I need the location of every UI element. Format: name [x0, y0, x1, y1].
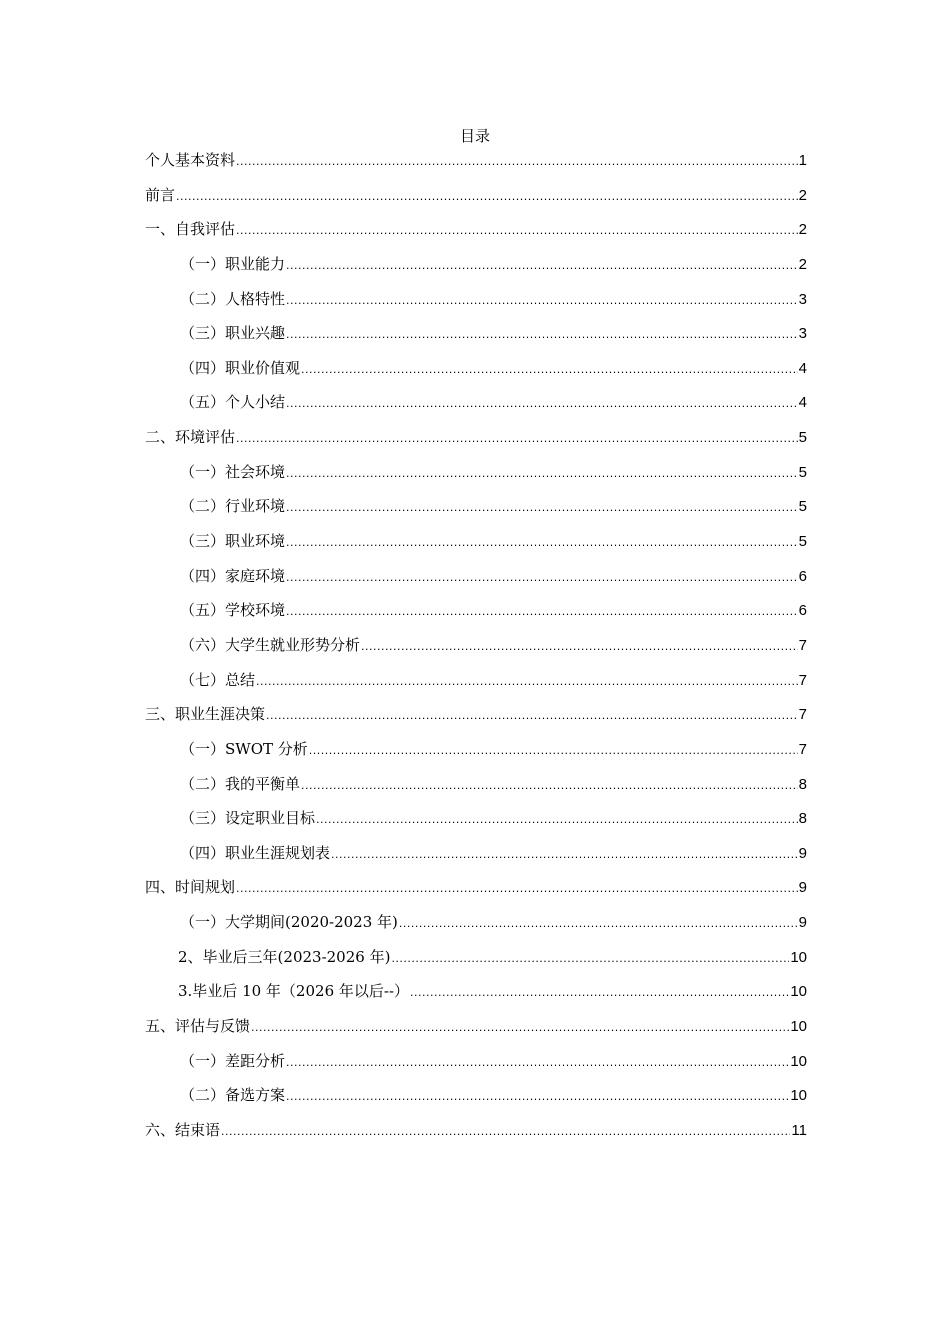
toc-entry-page-number: 8	[798, 810, 807, 828]
toc-dot-leader	[301, 776, 798, 796]
toc-entry[interactable]	[145, 1120, 807, 1155]
toc-entry-page-number: 3	[798, 290, 807, 308]
toc-entry[interactable]	[145, 635, 807, 670]
toc-dot-leader	[410, 983, 789, 1003]
toc-entry-title: 前言	[145, 185, 176, 204]
toc-dot-leader	[256, 672, 798, 692]
toc-dot-leader	[286, 568, 798, 588]
toc-entry[interactable]	[145, 739, 807, 774]
toc-entry-title: （七）总结	[180, 670, 256, 689]
toc-dot-leader	[301, 360, 798, 380]
toc-entry-page-number: 4	[798, 394, 807, 412]
toc-entry-page-number: 9	[798, 844, 807, 862]
toc-dot-leader	[176, 187, 798, 207]
toc-entry-page-number: 6	[798, 567, 807, 585]
toc-dot-leader	[286, 464, 798, 484]
toc-entry[interactable]	[145, 1085, 807, 1120]
toc-entry-title: （二）我的平衡单	[180, 774, 301, 793]
toc-entry[interactable]	[145, 774, 807, 809]
toc-entry-page-number: 5	[798, 533, 807, 551]
toc-entry-title: 三、职业生涯决策	[145, 705, 266, 724]
toc-dot-leader	[221, 1122, 790, 1142]
toc-entry-title: （三）职业兴趣	[180, 324, 286, 343]
toc-entry-page-number: 5	[798, 429, 807, 447]
toc-entry[interactable]	[145, 289, 807, 324]
toc-entry-page-number: 7	[798, 636, 807, 654]
toc-entry[interactable]	[145, 427, 807, 462]
toc-dot-leader	[286, 1053, 789, 1073]
toc-dot-leader	[286, 325, 798, 345]
toc-entry[interactable]	[145, 531, 807, 566]
toc-dot-leader	[399, 914, 798, 934]
toc-dot-leader	[236, 221, 798, 241]
toc-entry-title: （三）设定职业目标	[180, 809, 316, 828]
toc-entry-page-number: 1	[798, 152, 807, 169]
toc-entry-page-number: 5	[798, 498, 807, 516]
toc-entry[interactable]	[145, 566, 807, 601]
toc-entry-page-number: 7	[798, 740, 807, 758]
toc-entry-page-number: 9	[798, 879, 807, 897]
toc-entry[interactable]	[145, 981, 807, 1016]
toc-dot-leader	[286, 602, 798, 622]
toc-entry-page-number: 10	[790, 1052, 807, 1070]
toc-dot-leader	[251, 1018, 789, 1038]
toc-entry-page-number: 4	[798, 359, 807, 377]
toc-dot-leader	[331, 845, 798, 865]
toc-entry-page-number: 10	[790, 1018, 807, 1036]
toc-dot-leader	[286, 394, 798, 414]
toc-dot-leader	[286, 533, 798, 553]
toc-entry-title: （一）社会环境	[180, 462, 286, 481]
toc-dot-leader	[391, 949, 789, 969]
toc-entry-page-number: 10	[790, 948, 807, 966]
toc-entry[interactable]	[145, 392, 807, 427]
toc-entry-title: 3.毕业后 10 年（2026 年以后--）	[178, 982, 410, 1001]
toc-entry-title: （一）差距分析	[180, 1051, 286, 1070]
toc-dot-leader	[316, 810, 798, 830]
toc-entry-page-number: 10	[790, 983, 807, 1001]
toc-entry-title: 个人基本资料	[145, 151, 236, 169]
toc-entry-page-number: 2	[798, 221, 807, 239]
toc-entry-title: 一、自我评估	[145, 220, 236, 239]
toc-entry-title: （一）SWOT 分析	[180, 739, 308, 758]
toc-entry-title: （二）人格特性	[180, 289, 286, 308]
toc-entry-title: （四）职业价值观	[180, 358, 301, 377]
toc-entry-title: （六）大学生就业形势分析	[180, 635, 361, 654]
toc-dot-leader	[286, 256, 798, 276]
toc-entry-page-number: 6	[798, 602, 807, 620]
toc-entry-title: （三）职业环境	[180, 532, 286, 551]
toc-dot-leader	[361, 637, 798, 657]
toc-entry-page-number: 5	[798, 463, 807, 481]
toc-entry-title: （二）行业环境	[180, 497, 286, 516]
toc-entry-title: （五）个人小结	[180, 393, 286, 412]
toc-entry[interactable]	[145, 877, 807, 912]
toc-entry-title: （一）职业能力	[180, 254, 286, 273]
toc-entry[interactable]	[145, 947, 807, 982]
toc-dot-leader	[236, 429, 798, 449]
toc-entry[interactable]	[145, 912, 807, 947]
toc-entry[interactable]	[145, 219, 807, 254]
toc-entry[interactable]	[145, 462, 807, 497]
toc-entry[interactable]	[145, 1051, 807, 1086]
toc-entry[interactable]	[145, 496, 807, 531]
toc-entry[interactable]	[145, 254, 807, 289]
toc-entry-page-number: 11	[791, 1121, 807, 1139]
toc-entry-title: 五、评估与反馈	[145, 1017, 251, 1036]
toc-entry[interactable]	[145, 670, 807, 705]
toc-entry-title: （四）职业生涯规划表	[180, 843, 331, 862]
toc-entry[interactable]	[145, 704, 807, 739]
toc-entry[interactable]	[145, 808, 807, 843]
toc-entry-title: （四）家庭环境	[180, 566, 286, 585]
toc-entry-title: 四、时间规划	[145, 878, 236, 897]
toc-entry-page-number: 2	[798, 186, 807, 204]
toc-title: 目录	[459, 127, 490, 145]
toc-entry-page-number: 9	[798, 914, 807, 932]
toc-entry-page-number: 2	[798, 255, 807, 273]
toc-entry-page-number: 10	[790, 1087, 807, 1105]
toc-entry[interactable]	[145, 358, 807, 393]
toc-dot-leader	[286, 291, 798, 311]
toc-dot-leader	[309, 741, 798, 761]
toc-list	[145, 150, 807, 1155]
toc-entry-page-number: 7	[798, 706, 807, 724]
toc-entry-title: 六、结束语	[145, 1120, 221, 1139]
toc-dot-leader	[286, 1087, 789, 1107]
toc-dot-leader	[236, 879, 798, 899]
toc-entry[interactable]	[145, 1016, 807, 1051]
toc-entry[interactable]	[145, 843, 807, 878]
toc-entry-page-number: 8	[798, 775, 807, 793]
toc-dot-leader	[286, 498, 798, 518]
toc-entry-title: 2、毕业后三年(2023-2026 年)	[178, 947, 391, 966]
toc-entry-page-number: 7	[798, 671, 807, 689]
toc-dot-leader	[266, 706, 798, 726]
toc-entry[interactable]	[145, 150, 807, 185]
toc-entry[interactable]	[145, 185, 807, 220]
toc-entry[interactable]	[145, 600, 807, 635]
toc-entry[interactable]	[145, 323, 807, 358]
toc-entry-page-number: 3	[798, 325, 807, 343]
toc-entry-title: （五）学校环境	[180, 601, 286, 620]
toc-entry-title: 二、环境评估	[145, 428, 236, 447]
toc-entry-title: （一）大学期间(2020-2023 年)	[180, 913, 398, 932]
toc-entry-title: （二）备选方案	[180, 1086, 286, 1105]
toc-dot-leader	[236, 152, 798, 172]
